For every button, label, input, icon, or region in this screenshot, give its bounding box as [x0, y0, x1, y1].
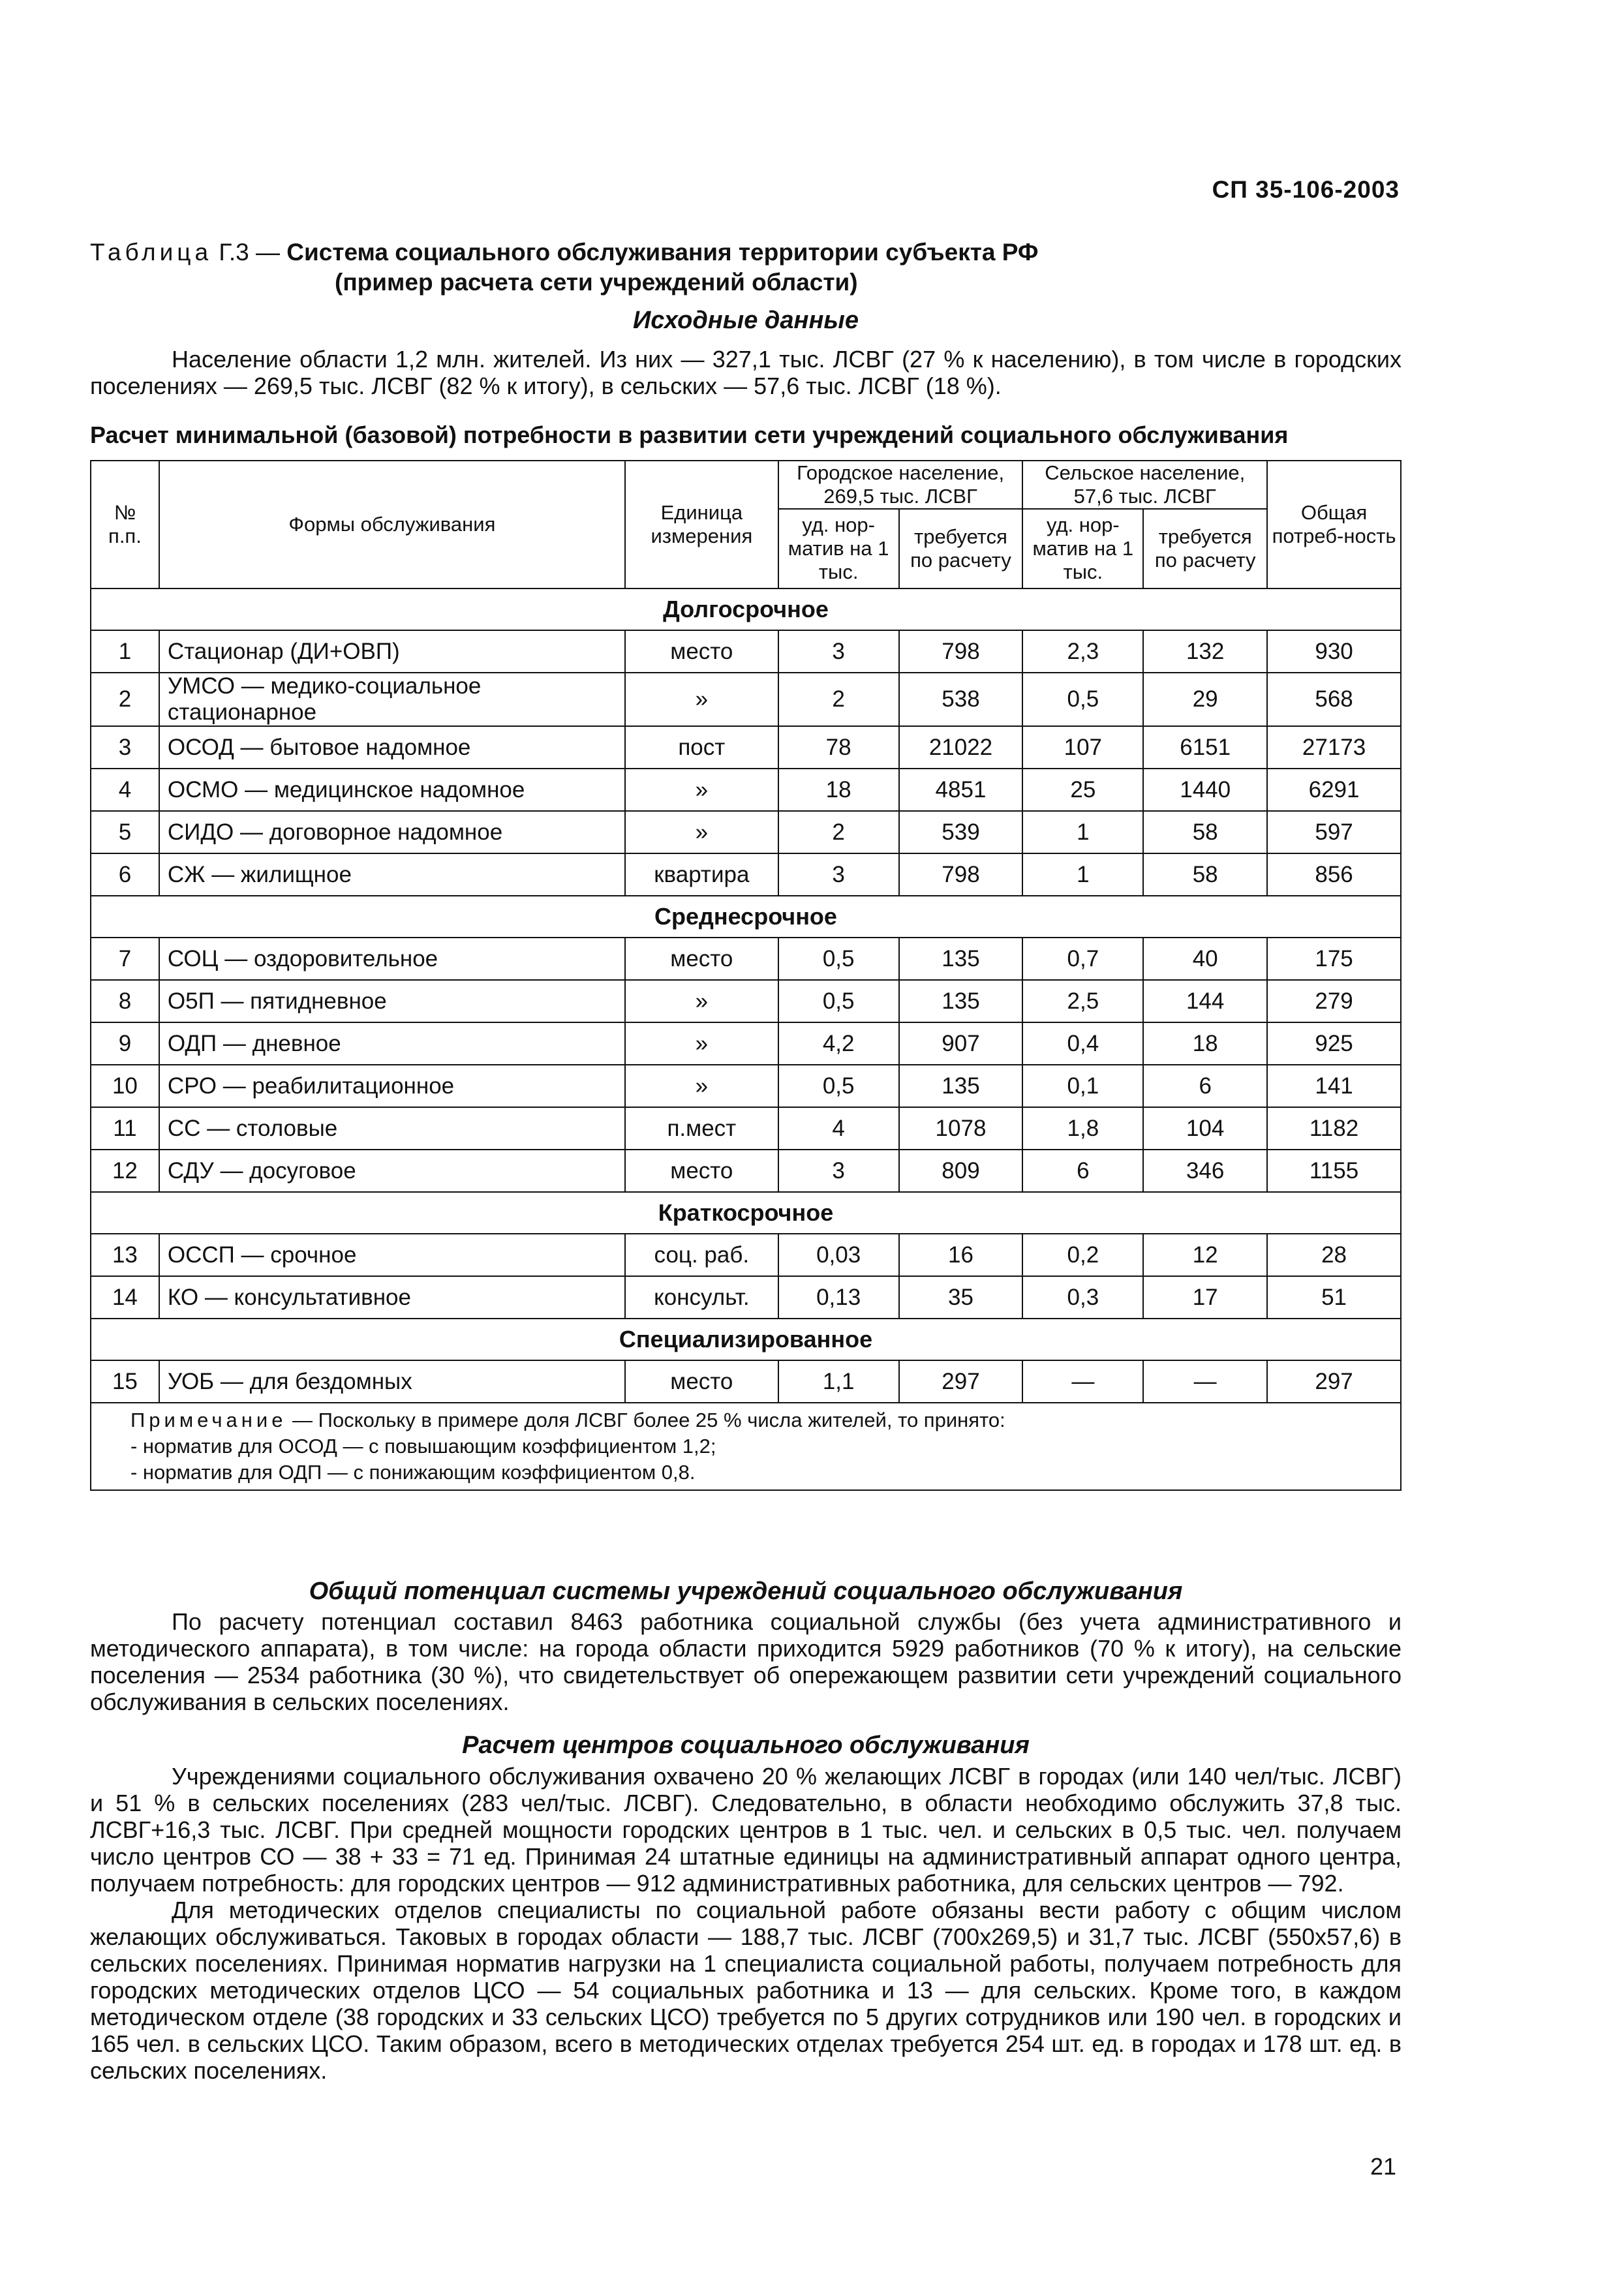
row-form-name: УОБ — для бездомных [159, 1360, 625, 1403]
row-rural-required: 144 [1143, 980, 1267, 1022]
centers-text [90, 1763, 1402, 2084]
table-row [91, 769, 1401, 811]
row-number: 13 [91, 1234, 159, 1276]
row-form-name: ОСОД — бытовое надомное [159, 726, 625, 769]
document-code: СП 35-106-2003 [1212, 176, 1400, 203]
row-rural-norm: 0,3 [1022, 1276, 1143, 1319]
note-line-3: - норматив для ОДП — с понижающим коэффициентом 0,8. [130, 1461, 696, 1484]
row-rural-norm: 1,8 [1022, 1107, 1143, 1150]
header-row [91, 461, 1401, 509]
row-total: 6291 [1267, 769, 1401, 811]
col-header-urban: Городское население, 269,5 тыс. ЛСВГ [778, 461, 1023, 509]
row-unit: пост [625, 726, 778, 769]
row-rural-required: 104 [1143, 1107, 1267, 1150]
table-row [91, 1360, 1401, 1403]
row-form-name: СС — столовые [159, 1107, 625, 1150]
row-number: 11 [91, 1107, 159, 1150]
row-urban-norm: 3 [778, 853, 899, 896]
section-row [91, 1319, 1401, 1360]
row-total: 856 [1267, 853, 1401, 896]
row-number: 8 [91, 980, 159, 1022]
row-form-name: УМСО — медико-социальное стационарное [159, 673, 625, 726]
row-total: 568 [1267, 673, 1401, 726]
table-row [91, 938, 1401, 980]
row-rural-required: 17 [1143, 1276, 1267, 1319]
table-note [91, 1403, 1401, 1490]
row-urban-required: 16 [899, 1234, 1023, 1276]
row-form-name: Стационар (ДИ+ОВП) [159, 630, 625, 673]
potential-heading: Общий потенциал системы учреждений социального обслуживания [309, 1578, 1183, 1605]
row-rural-norm: 0,5 [1022, 673, 1143, 726]
centers-paragraph-2: Для методических отделов специалисты по социальной работе обязаны вести работу с общим числом желающих обслуживаться. Таковых в городах области — 188,7 тыс. ЛСВГ (700х269,5) и 31,7 тыс. ЛСВГ (550х57,6) в сельских поселениях. Принимая норматив нагрузки на 1 специалиста социальной работы, получаем потребность для городских методических отделов ЦСО — 54 социальных работника и 13 — для сельских. Кроме того, в каждом методическом отделе (38 городских и 33 сельских ЦСО) требуется по 5 других сотрудников или 190 чел. в городских и 165 чел. в сельских ЦСО. Таким образом, всего в методических отделах требуется 254 шт. ед. в городах и 178 шт. ед. в сельских поселениях. [90, 1897, 1402, 2084]
centers-heading: Расчет центров социального обслуживания [462, 1732, 1030, 1759]
row-number: 7 [91, 938, 159, 980]
row-form-name: О5П — пятидневное [159, 980, 625, 1022]
row-urban-required: 538 [899, 673, 1023, 726]
row-urban-required: 907 [899, 1022, 1023, 1065]
row-unit: » [625, 1065, 778, 1107]
section-title: Среднесрочное [91, 896, 1401, 938]
row-urban-required: 809 [899, 1150, 1023, 1192]
row-rural-norm: 107 [1022, 726, 1143, 769]
row-urban-required: 21022 [899, 726, 1023, 769]
col-header-rural-norm: уд. нор-матив на 1 тыс. [1022, 509, 1143, 588]
row-form-name: ОДП — дневное [159, 1022, 625, 1065]
row-form-name: СРО — реабилитационное [159, 1065, 625, 1107]
centers-paragraph-1: Учреждениями социального обслуживания охвачено 20 % желающих ЛСВГ в городах (или 140 чел/тыс. ЛСВГ) и 51 % в сельских поселениях (283 чел/тыс. ЛСВГ). Следовательно, в области необходимо обслужить 37,8 тыс. ЛСВГ+16,3 тыс. ЛСВГ. При средней мощности городских центров в 1 тыс. чел. и сельских в 0,5 тыс. чел. получаем число центров СО — 38 + 33 = 71 ед. Принимая 24 штатные единицы на административный аппарат одного центра, получаем потребность: для городских центров — 912 административных работника, для сельских центров — 792. [90, 1763, 1402, 1897]
note-row [91, 1403, 1401, 1490]
row-rural-required: 1440 [1143, 769, 1267, 811]
row-total: 175 [1267, 938, 1401, 980]
row-unit: » [625, 769, 778, 811]
row-rural-required: 132 [1143, 630, 1267, 673]
table-row [91, 1022, 1401, 1065]
row-unit: » [625, 980, 778, 1022]
row-unit: место [625, 1360, 778, 1403]
row-form-name: СДУ — досуговое [159, 1150, 625, 1192]
row-unit: » [625, 1022, 778, 1065]
row-total: 279 [1267, 980, 1401, 1022]
table-row [91, 726, 1401, 769]
row-rural-required: 58 [1143, 853, 1267, 896]
col-header-rural: Сельское население, 57,6 тыс. ЛСВГ [1022, 461, 1267, 509]
row-rural-norm: 0,1 [1022, 1065, 1143, 1107]
row-form-name: СИДО — договорное надомное [159, 811, 625, 853]
table-row [91, 1276, 1401, 1319]
row-total: 597 [1267, 811, 1401, 853]
row-urban-required: 1078 [899, 1107, 1023, 1150]
row-urban-required: 539 [899, 811, 1023, 853]
row-urban-required: 35 [899, 1276, 1023, 1319]
row-rural-required: 12 [1143, 1234, 1267, 1276]
col-header-urban-required: требуется по расчету [899, 509, 1023, 588]
row-rural-required: 6151 [1143, 726, 1267, 769]
section-row [91, 896, 1401, 938]
row-total: 1155 [1267, 1150, 1401, 1192]
section-row [91, 1192, 1401, 1234]
row-number: 2 [91, 673, 159, 726]
row-total: 51 [1267, 1276, 1401, 1319]
row-form-name: КО — консультативное [159, 1276, 625, 1319]
table-row [91, 980, 1401, 1022]
row-rural-norm: 0,7 [1022, 938, 1143, 980]
section-row [91, 588, 1401, 630]
row-total: 1182 [1267, 1107, 1401, 1150]
row-urban-norm: 1,1 [778, 1360, 899, 1403]
row-urban-norm: 78 [778, 726, 899, 769]
row-rural-required: 6 [1143, 1065, 1267, 1107]
table-number: Г.3 — [219, 239, 281, 266]
initial-data-paragraph: Население области 1,2 млн. жителей. Из них — 327,1 тыс. ЛСВГ (27 % к населению), в том числе в городских поселениях — 269,5 тыс. ЛСВГ (82 % к итогу), в сельских — 57,6 тыс. ЛСВГ (18 %). [90, 346, 1402, 399]
row-number: 15 [91, 1360, 159, 1403]
row-urban-norm: 4 [778, 1107, 899, 1150]
col-header-unit: Единица измерения [625, 461, 778, 588]
row-number: 3 [91, 726, 159, 769]
row-unit: соц. раб. [625, 1234, 778, 1276]
row-urban-norm: 4,2 [778, 1022, 899, 1065]
row-rural-norm: 0,2 [1022, 1234, 1143, 1276]
row-form-name: ОССП — срочное [159, 1234, 625, 1276]
row-rural-norm: 0,4 [1022, 1022, 1143, 1065]
row-urban-norm: 0,5 [778, 1065, 899, 1107]
row-urban-norm: 2 [778, 673, 899, 726]
row-rural-norm: 25 [1022, 769, 1143, 811]
row-number: 10 [91, 1065, 159, 1107]
row-urban-required: 798 [899, 853, 1023, 896]
initial-data-text [90, 346, 1402, 399]
table-row [91, 673, 1401, 726]
row-total: 28 [1267, 1234, 1401, 1276]
note-label: Примечание [130, 1409, 287, 1431]
row-total: 141 [1267, 1065, 1401, 1107]
table-row [91, 811, 1401, 853]
table-row [91, 630, 1401, 673]
calc-heading: Расчет минимальной (базовой) потребности в развитии сети учреждений социального обслуживания [90, 421, 1289, 448]
row-form-name: ОСМО — медицинское надомное [159, 769, 625, 811]
row-form-name: СЖ — жилищное [159, 853, 625, 896]
row-urban-norm: 0,5 [778, 938, 899, 980]
row-urban-required: 135 [899, 1065, 1023, 1107]
row-urban-norm: 3 [778, 630, 899, 673]
service-table [90, 460, 1402, 1491]
row-urban-required: 297 [899, 1360, 1023, 1403]
row-number: 5 [91, 811, 159, 853]
row-urban-required: 135 [899, 980, 1023, 1022]
row-number: 12 [91, 1150, 159, 1192]
note-text: — Поскольку в примере доля ЛСВГ более 25 % числа жителей, то принято: [286, 1409, 1005, 1431]
table-row [91, 853, 1401, 896]
potential-paragraph: По расчету потенциал составил 8463 работника социальной службы (без учета административного и методического аппарата), в том числе: на города области приходится 5929 работников (70 % к итогу), на сельские поселения — 2534 работника (30 %), что свидетельствует об опережающем развитии сети учреждений социального обслуживания в сельских поселениях. [90, 1608, 1402, 1715]
section-title: Долгосрочное [91, 588, 1401, 630]
row-urban-norm: 2 [778, 811, 899, 853]
row-urban-norm: 18 [778, 769, 899, 811]
row-urban-norm: 0,03 [778, 1234, 899, 1276]
row-rural-norm: 2,5 [1022, 980, 1143, 1022]
table-title: Система социального обслуживания территории субъекта РФ [286, 239, 1039, 266]
page-number: 21 [1370, 2153, 1396, 2180]
col-header-urban-norm: уд. нор-матив на 1 тыс. [778, 509, 899, 588]
row-unit: место [625, 630, 778, 673]
row-urban-required: 4851 [899, 769, 1023, 811]
section-title: Специализированное [91, 1319, 1401, 1360]
col-header-number: № п.п. [91, 461, 159, 588]
row-unit: квартира [625, 853, 778, 896]
row-rural-norm: — [1022, 1360, 1143, 1403]
row-rural-required: 346 [1143, 1150, 1267, 1192]
initial-data-heading: Исходные данные [632, 307, 859, 334]
row-unit: » [625, 811, 778, 853]
row-rural-required: — [1143, 1360, 1267, 1403]
row-rural-norm: 2,3 [1022, 630, 1143, 673]
table-body [91, 588, 1401, 1403]
row-rural-required: 58 [1143, 811, 1267, 853]
row-unit: место [625, 1150, 778, 1192]
table-caption-line1 [90, 237, 1402, 267]
row-number: 9 [91, 1022, 159, 1065]
row-rural-required: 40 [1143, 938, 1267, 980]
section-title: Краткосрочное [91, 1192, 1401, 1234]
row-urban-required: 798 [899, 630, 1023, 673]
col-header-rural-required: требуется по расчету [1143, 509, 1267, 588]
row-rural-norm: 6 [1022, 1150, 1143, 1192]
row-unit: место [625, 938, 778, 980]
row-rural-norm: 1 [1022, 811, 1143, 853]
row-rural-required: 18 [1143, 1022, 1267, 1065]
table-row [91, 1065, 1401, 1107]
row-urban-norm: 3 [778, 1150, 899, 1192]
table-caption [90, 237, 1402, 298]
row-total: 930 [1267, 630, 1401, 673]
row-total: 297 [1267, 1360, 1401, 1403]
row-number: 6 [91, 853, 159, 896]
table-row [91, 1150, 1401, 1192]
row-number: 1 [91, 630, 159, 673]
row-number: 14 [91, 1276, 159, 1319]
row-form-name: СОЦ — оздоровительное [159, 938, 625, 980]
col-header-total: Общая потреб-ность [1267, 461, 1401, 588]
table-row [91, 1234, 1401, 1276]
note-line-1 [130, 1407, 1361, 1433]
row-unit: » [625, 673, 778, 726]
note-line-2: - норматив для ОСОД — с повышающим коэффициентом 1,2; [130, 1435, 716, 1458]
col-header-forms: Формы обслуживания [159, 461, 625, 588]
potential-text [90, 1608, 1402, 1715]
table-row [91, 1107, 1401, 1150]
row-rural-required: 29 [1143, 673, 1267, 726]
row-urban-required: 135 [899, 938, 1023, 980]
row-number: 4 [91, 769, 159, 811]
row-urban-norm: 0,13 [778, 1276, 899, 1319]
row-unit: п.мест [625, 1107, 778, 1150]
row-total: 925 [1267, 1022, 1401, 1065]
table-subtitle: (пример расчета сети учреждений области) [335, 269, 858, 296]
table-label: Таблица [90, 239, 213, 266]
row-total: 27173 [1267, 726, 1401, 769]
row-unit: консульт. [625, 1276, 778, 1319]
row-urban-norm: 0,5 [778, 980, 899, 1022]
row-rural-norm: 1 [1022, 853, 1143, 896]
